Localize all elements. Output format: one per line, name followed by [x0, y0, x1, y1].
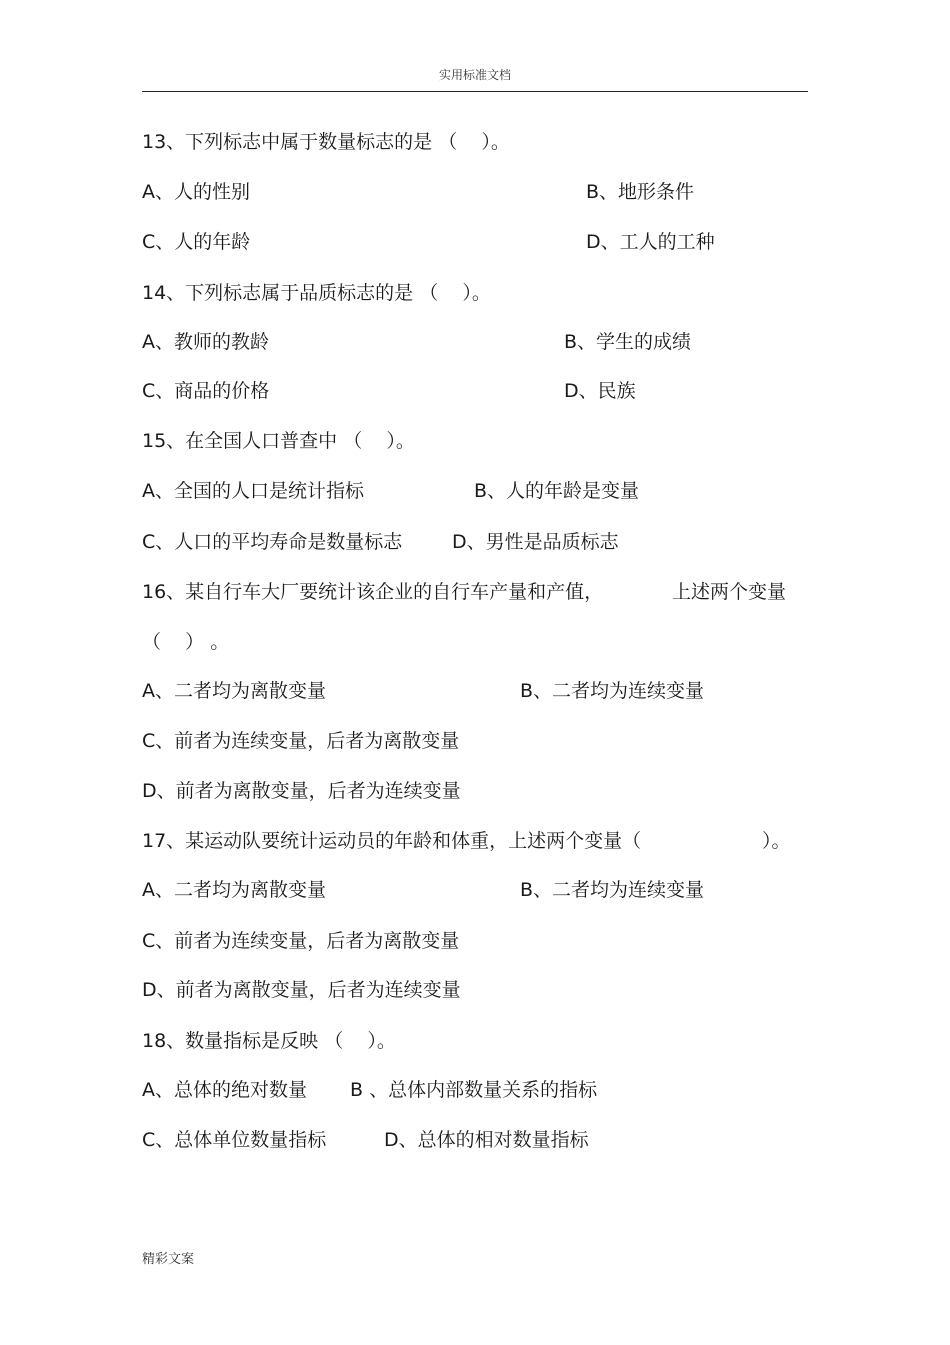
- page-footer: 精彩文案: [142, 1252, 195, 1267]
- question-17-stem-tail: ）。: [762, 830, 791, 852]
- question-17-option-b: B、二者均为连续变量: [520, 879, 705, 901]
- question-16-option-d: D、前者为离散变量，后者为连续变量: [142, 780, 461, 802]
- question-14-option-b: B、学生的成绩: [564, 331, 692, 353]
- question-14-stem: 14、下列标志属于品质标志的是 （ ）。: [142, 282, 491, 304]
- question-16-option-c: C、前者为连续变量，后者为离散变量: [142, 730, 460, 752]
- question-16-option-b: B、二者均为连续变量: [520, 680, 705, 702]
- question-13-option-a: A、人的性别: [142, 181, 250, 203]
- question-18-option-a: A、总体的绝对数量: [142, 1079, 307, 1101]
- question-15-option-d: D、男性是品质标志: [452, 531, 619, 553]
- question-15-stem: 15、在全国人口普查中 （ ）。: [142, 430, 415, 452]
- question-16-stem: 16、某自行车大厂要统计该企业的自行车产量和产值，: [142, 581, 604, 603]
- question-15-option-c: C、人口的平均寿命是数量标志: [142, 531, 403, 553]
- page-header: 实用标准文档: [438, 68, 511, 82]
- question-16-option-a: A、二者均为离散变量: [142, 680, 326, 702]
- question-16-stem-tail: 上述两个变量: [672, 581, 787, 603]
- question-15-option-b: B、人的年龄是变量: [474, 480, 640, 502]
- question-16-stem-line2: （ ） 。: [142, 631, 230, 653]
- question-13-option-c: C、人的年龄: [142, 231, 251, 253]
- question-14-option-a: A、教师的教龄: [142, 331, 269, 353]
- question-13-stem: 13、下列标志中属于数量标志的是 （ ）。: [142, 131, 510, 153]
- question-18-option-d: D、总体的相对数量指标: [384, 1129, 589, 1151]
- question-17-option-c: C、前者为连续变量，后者为离散变量: [142, 930, 460, 952]
- question-17-option-d: D、前者为离散变量，后者为连续变量: [142, 979, 461, 1001]
- question-17-stem: 17、某运动队要统计运动员的年龄和体重，上述两个变量（: [142, 830, 642, 852]
- question-14-option-c: C、商品的价格: [142, 380, 270, 402]
- question-18-stem: 18、数量指标是反映 （ ）。: [142, 1030, 396, 1052]
- question-14-option-d: D、民族: [564, 380, 636, 402]
- header-divider: [142, 91, 808, 92]
- question-18-option-c: C、总体单位数量指标: [142, 1129, 327, 1151]
- question-13-option-d: D、工人的工种: [586, 231, 715, 253]
- question-17-option-a: A、二者均为离散变量: [142, 879, 326, 901]
- question-13-option-b: B、地形条件: [586, 181, 695, 203]
- question-18-option-b: B 、总体内部数量关系的指标: [350, 1079, 598, 1101]
- question-15-option-a: A、全国的人口是统计指标: [142, 480, 364, 502]
